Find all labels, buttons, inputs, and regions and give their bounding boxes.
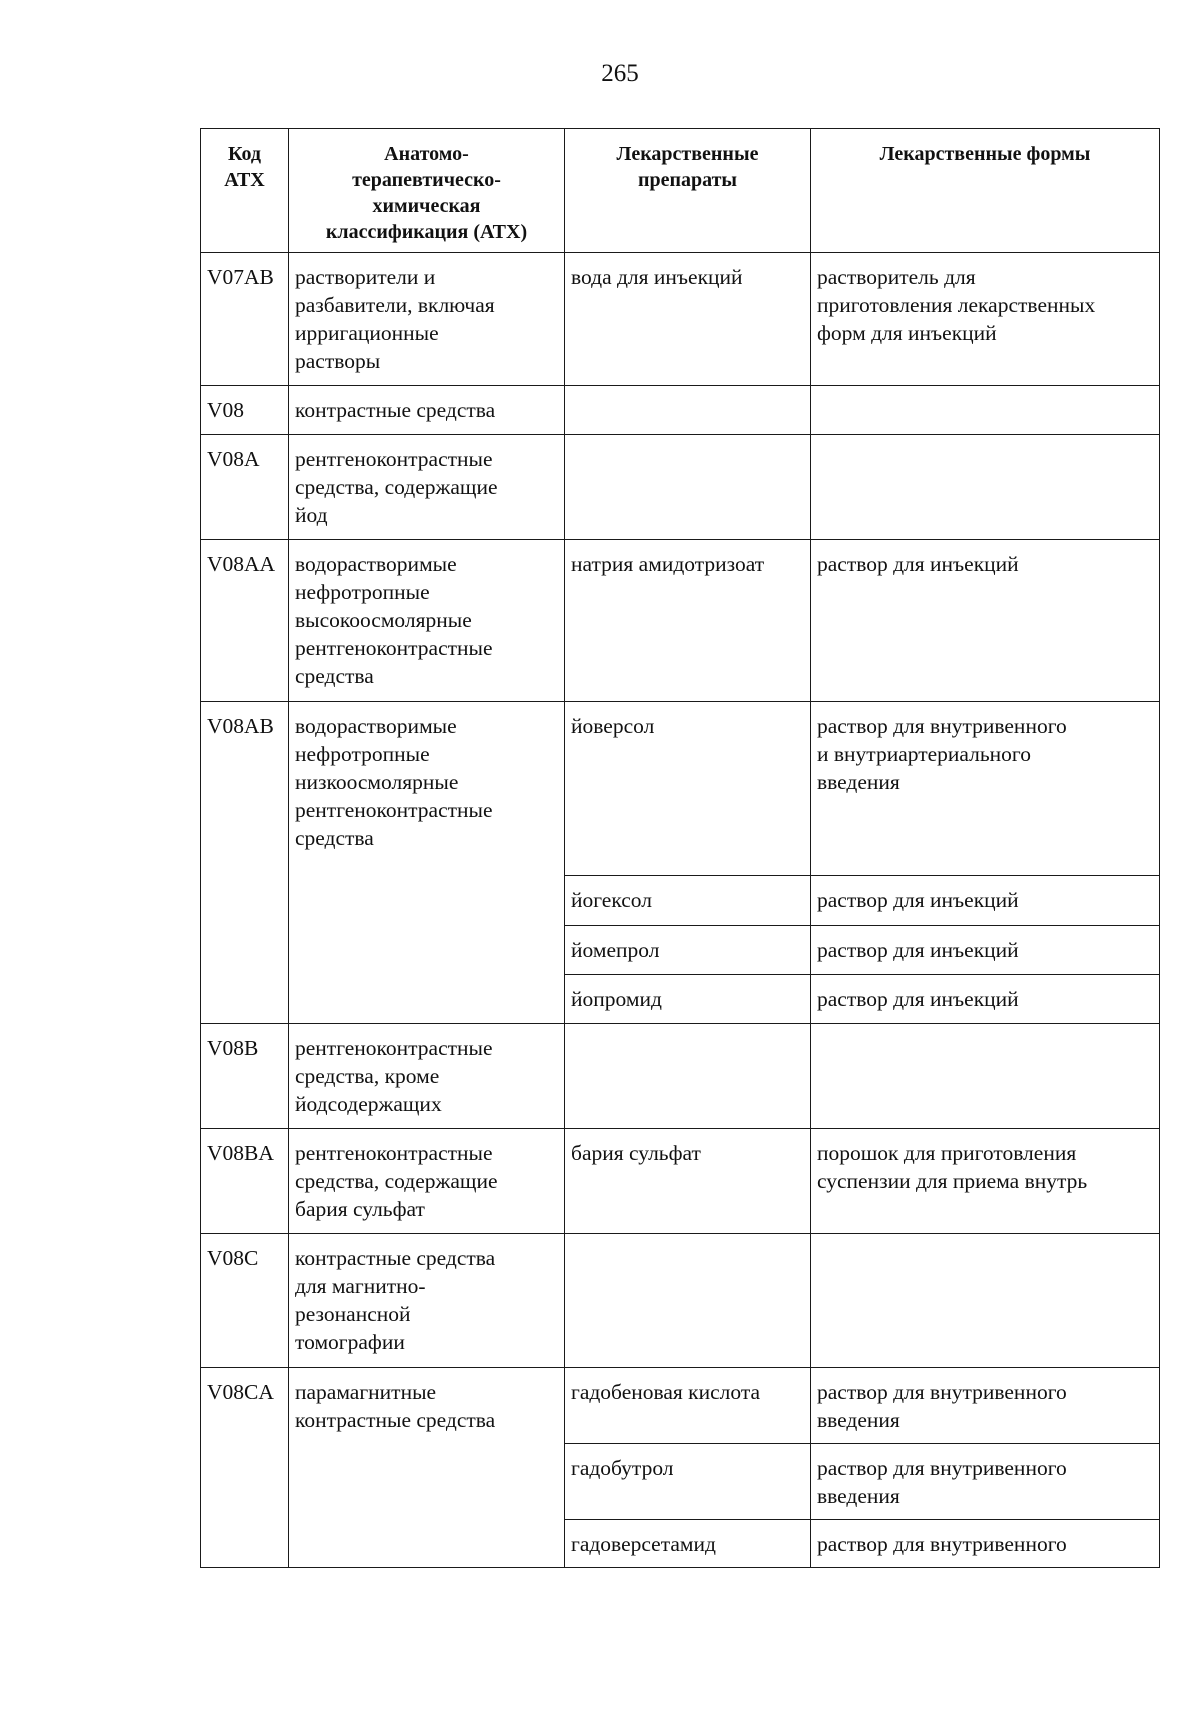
classification-cell: парамагнитные контрастные средства bbox=[289, 1368, 565, 1568]
code-cell: V08AA bbox=[201, 540, 289, 702]
drug-cell: йогексол bbox=[565, 876, 811, 926]
drug-cell: йоверсол bbox=[565, 702, 811, 876]
form-cell: раствор для инъекций bbox=[811, 540, 1160, 702]
form-cell: порошок для приготовления суспензии для приема внутрь bbox=[811, 1129, 1160, 1234]
header-row bbox=[201, 129, 1160, 253]
table-row bbox=[201, 1129, 1160, 1234]
code-cell: V08AB bbox=[201, 702, 289, 1024]
code-cell: V08CA bbox=[201, 1368, 289, 1568]
drug-cell bbox=[565, 435, 811, 540]
form-cell: раствор для внутривенного введения bbox=[811, 1444, 1160, 1520]
drug-cell: гадобутрол bbox=[565, 1444, 811, 1520]
drug-cell: гадоверсетамид bbox=[565, 1520, 811, 1568]
table-row bbox=[201, 1234, 1160, 1368]
classification-cell: рентгеноконтрастные средства, кроме йодсодержащих bbox=[289, 1024, 565, 1129]
classification-cell: контрастные средства для магнитно- резонансной томографии bbox=[289, 1234, 565, 1368]
drug-cell: бария сульфат bbox=[565, 1129, 811, 1234]
form-cell bbox=[811, 386, 1160, 435]
code-cell: V08B bbox=[201, 1024, 289, 1129]
drug-cell bbox=[565, 1234, 811, 1368]
drug-cell: гадобеновая кислота bbox=[565, 1368, 811, 1444]
page-number: 265 bbox=[601, 60, 639, 87]
code-cell: V08A bbox=[201, 435, 289, 540]
table-row bbox=[201, 702, 1160, 876]
header-code: Код АТХ bbox=[201, 129, 289, 253]
table-row bbox=[201, 1024, 1160, 1129]
drug-cell: йомепрол bbox=[565, 926, 811, 975]
header-forms: Лекарственные формы bbox=[811, 129, 1160, 253]
header-drugs: Лекарственные препараты bbox=[565, 129, 811, 253]
form-cell: раствор для инъекций bbox=[811, 975, 1160, 1024]
classification-cell: рентгеноконтрастные средства, содержащие йод bbox=[289, 435, 565, 540]
form-cell: раствор для внутривенного bbox=[811, 1520, 1160, 1568]
code-cell: V07AB bbox=[201, 253, 289, 386]
atx-table bbox=[200, 128, 1160, 1568]
drug-cell: натрия амидотризоат bbox=[565, 540, 811, 702]
classification-cell: водорастворимые нефротропные высокоосмолярные рентгеноконтрастные средства bbox=[289, 540, 565, 702]
classification-cell: растворители и разбавители, включая ирригационные растворы bbox=[289, 253, 565, 386]
form-cell bbox=[811, 1234, 1160, 1368]
form-cell bbox=[811, 1024, 1160, 1129]
form-cell: раствор для внутривенного введения bbox=[811, 1368, 1160, 1444]
header-classification: Анатомо- терапевтическо- химическая классификация (АТХ) bbox=[289, 129, 565, 253]
classification-cell: контрастные средства bbox=[289, 386, 565, 435]
code-cell: V08 bbox=[201, 386, 289, 435]
drug-cell bbox=[565, 1024, 811, 1129]
form-cell bbox=[811, 435, 1160, 540]
code-cell: V08BA bbox=[201, 1129, 289, 1234]
form-cell: раствор для инъекций bbox=[811, 926, 1160, 975]
code-cell: V08C bbox=[201, 1234, 289, 1368]
drug-cell: йопромид bbox=[565, 975, 811, 1024]
table-row bbox=[201, 253, 1160, 386]
form-cell: растворитель для приготовления лекарственных форм для инъекций bbox=[811, 253, 1160, 386]
table-row bbox=[201, 1368, 1160, 1444]
classification-cell: водорастворимые нефротропные низкоосмолярные рентгеноконтрастные средства bbox=[289, 702, 565, 1024]
drug-cell bbox=[565, 386, 811, 435]
table-row bbox=[201, 435, 1160, 540]
form-cell: раствор для внутривенного и внутриартериального введения bbox=[811, 702, 1160, 876]
table-row bbox=[201, 540, 1160, 702]
drug-cell: вода для инъекций bbox=[565, 253, 811, 386]
form-cell: раствор для инъекций bbox=[811, 876, 1160, 926]
classification-cell: рентгеноконтрастные средства, содержащие бария сульфат bbox=[289, 1129, 565, 1234]
table-row bbox=[201, 386, 1160, 435]
